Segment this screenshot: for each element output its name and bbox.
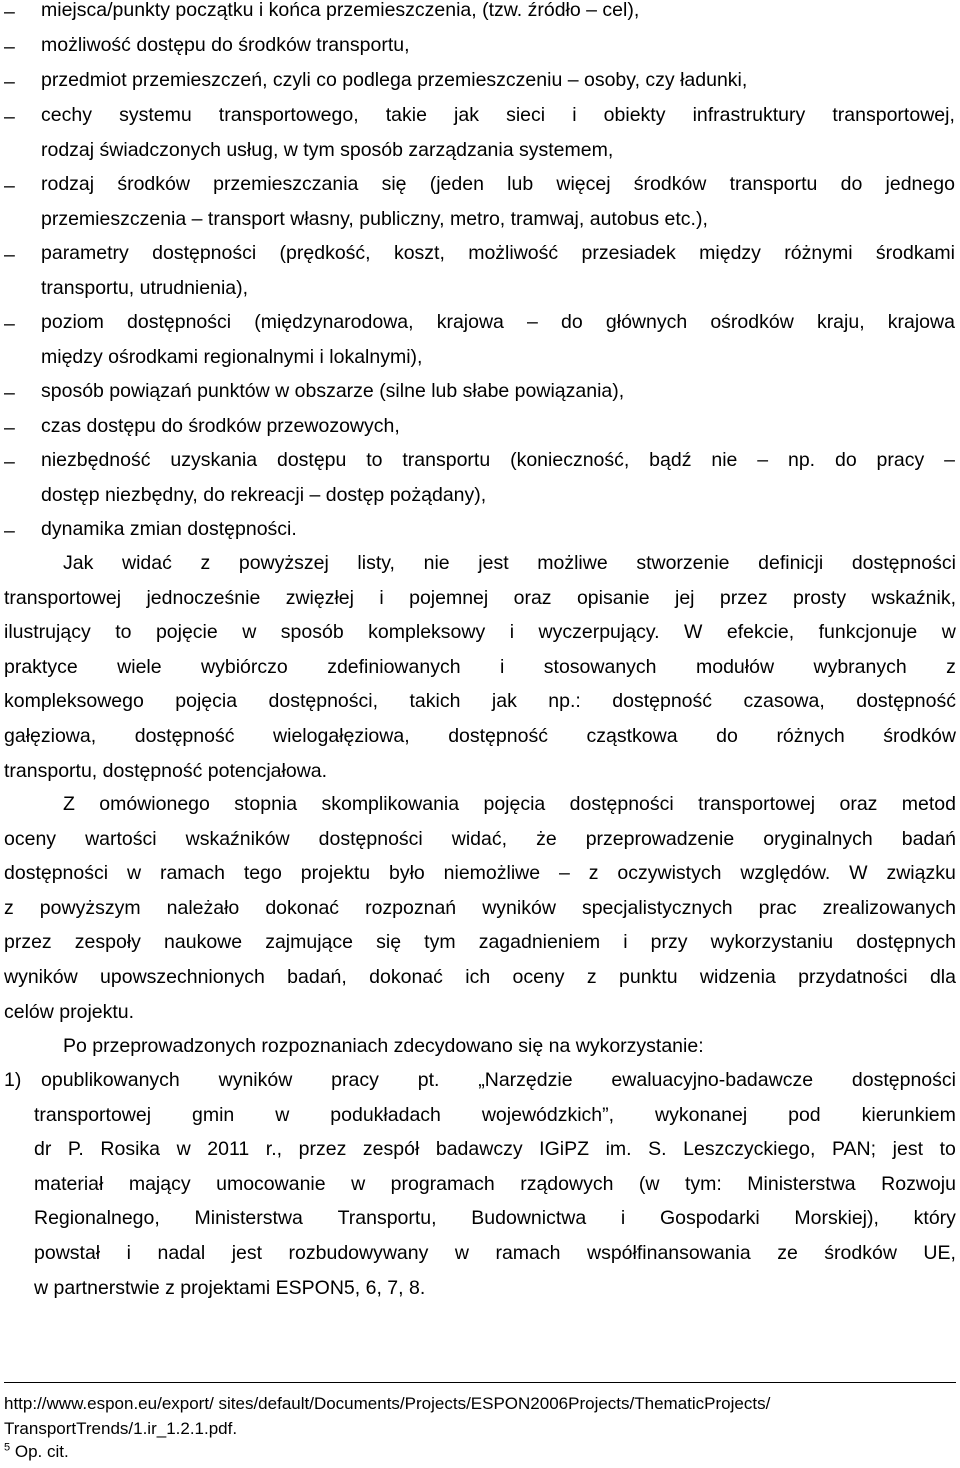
bullet-dash: – [4, 106, 15, 128]
footnote-url-line-2[interactable]: TransportTrends/1.ir_1.2.1.pdf. [4, 1419, 238, 1438]
bullet-dash: – [4, 520, 15, 542]
paragraph-line: Z omówionego stopnia skomplikowania pojęcia dostępności transportowej oraz metod [63, 793, 956, 815]
numbered-item-line: Regionalnego, Ministerstwa Transportu, Budownictwa i Gospodarki Morskiej), który [34, 1207, 956, 1230]
paragraph-line: transportowej jednocześnie zwięzłej i pojemnej oraz opisanie jej przez prosty wskaźnik, [4, 586, 956, 609]
numbered-item-line: w partnerstwie z projektami ESPON5, 6, 7, 8. [34, 1276, 426, 1299]
numbered-item-line: materiał mający umocowanie w programach rządowych (w tym: Ministerstwa Rozwoju [34, 1172, 956, 1195]
paragraph-line: gałęziowa, dostępność wielogałęziowa, dostępność cząstkowa do różnych środków [4, 725, 956, 747]
footnote-marker: 5 [4, 1441, 11, 1454]
bullet-text: niezbędność uzyskania dostępu to transportu (konieczność, bądź nie – np. do pracy – [41, 449, 955, 471]
bullet-text: poziom dostępności (międzynarodowa, krajowa – do głównych ośrodków kraju, krajowa [41, 311, 955, 333]
bullet-text: rodzaj środków przemieszczania się (jeden lub więcej środków transportu do jednego [41, 173, 955, 195]
numbered-item-line: powstał i nadal jest rozbudowywany w ramach współfinansowania ze środków UE, [34, 1242, 956, 1264]
bullet-text: możliwość dostępu do środków transportu, [41, 34, 410, 56]
bullet-text: cechy systemu transportowego, takie jak sieci i obiekty infrastruktury transportowej, [41, 104, 955, 126]
footnote-separator [4, 1382, 956, 1383]
paragraph-line: przez zespoły naukowe zajmujące się tym zagadnieniem i przy wykorzystaniu dostępnych [4, 931, 956, 954]
bullet-text: między ośrodkami regionalnymi i lokalnymi), [41, 345, 423, 368]
bullet-dash: – [4, 244, 15, 266]
footnote-5 [4, 1442, 69, 1462]
paragraph-decision: Po przeprowadzonych rozpoznaniach zdecydowano się na wykorzystanie: [63, 1035, 704, 1057]
paragraph-line: wyników upowszechnionych badań, dokonać ich oceny z punktu widzenia przydatności dla [4, 966, 956, 988]
paragraph-line: ilustrujący to pojęcie w sposób kompleksowy i wyczerpujący. W efekcie, funkcjonuje w [4, 621, 956, 644]
paragraph-line: z powyższym należało dokonać rozpoznań wyników specjalistycznych prac zrealizowanych [4, 896, 956, 919]
bullet-dash: – [4, 313, 15, 335]
bullet-text: przedmiot przemieszczeń, czyli co podlega przemieszczeniu – osoby, czy ładunki, [41, 69, 748, 91]
bullet-text: czas dostępu do środków przewozowych, [41, 415, 400, 437]
paragraph-line: oceny wartości wskaźników dostępności widać, że przeprowadzenie oryginalnych badań [4, 827, 956, 850]
paragraph-line: transportu, dostępność potencjałowa. [4, 759, 328, 782]
paragraph-line: dostępności w ramach tego projektu było niemożliwe – z oczywistych względów. W związku [4, 862, 956, 885]
bullet-text: dynamika zmian dostępności. [41, 518, 297, 540]
bullet-dash: – [4, 451, 15, 473]
bullet-text: przemieszczenia – transport własny, publiczny, metro, tramwaj, autobus etc.), [41, 207, 708, 230]
paragraph-line: kompleksowego pojęcia dostępności, takich jak np.: dostępność czasowa, dostępność [4, 690, 956, 713]
paragraph-line: Jak widać z powyższej listy, nie jest możliwe stworzenie definicji dostępności [63, 552, 956, 574]
bullet-dash: – [4, 1, 15, 23]
bullet-text: rodzaj świadczonych usług, w tym sposób zarządzania systemem, [41, 138, 614, 161]
numbered-item-line: dr P. Rosika w 2011 r., przez zespół badawczy IGiPZ im. S. Leszczyckiego, PAN; jest to [34, 1138, 956, 1161]
bullet-text: sposób powiązań punktów w obszarze (silne lub słabe powiązania), [41, 380, 625, 402]
paragraph-line: celów projektu. [4, 1000, 135, 1023]
bullet-text: parametry dostępności (prędkość, koszt, możliwość przesiadek między różnymi środkami [41, 242, 955, 264]
paragraph-line: praktyce wiele wybiórczo zdefiniowanych i stosowanych modułów wybranych z [4, 655, 956, 678]
numbered-item-line: opublikowanych wyników pracy pt. „Narzędzie ewaluacyjno-badawcze dostępności [41, 1069, 956, 1091]
footnote-text: Op. cit. [14, 1442, 69, 1461]
bullet-dash: – [4, 417, 15, 439]
bullet-dash: – [4, 382, 15, 404]
numbered-item-line: transportowej gmin w podukładach wojewódzkich”, wykonanej pod kierunkiem [34, 1103, 956, 1126]
bullet-text: dostęp niezbędny, do rekreacji – dostęp pożądany), [41, 483, 487, 506]
bullet-text: transportu, utrudnienia), [41, 276, 249, 299]
bullet-text: miejsca/punkty początku i końca przemieszczenia, (tzw. źródło – cel), [41, 0, 640, 21]
bullet-dash: – [4, 36, 15, 58]
bullet-dash: – [4, 71, 15, 93]
footnote-url-line-1[interactable]: http://www.espon.eu/export/ sites/default/Documents/Projects/ESPON2006Projects/ThematicProjects/ [4, 1394, 771, 1413]
bullet-dash: – [4, 175, 15, 197]
list-number: 1) [4, 1069, 22, 1091]
